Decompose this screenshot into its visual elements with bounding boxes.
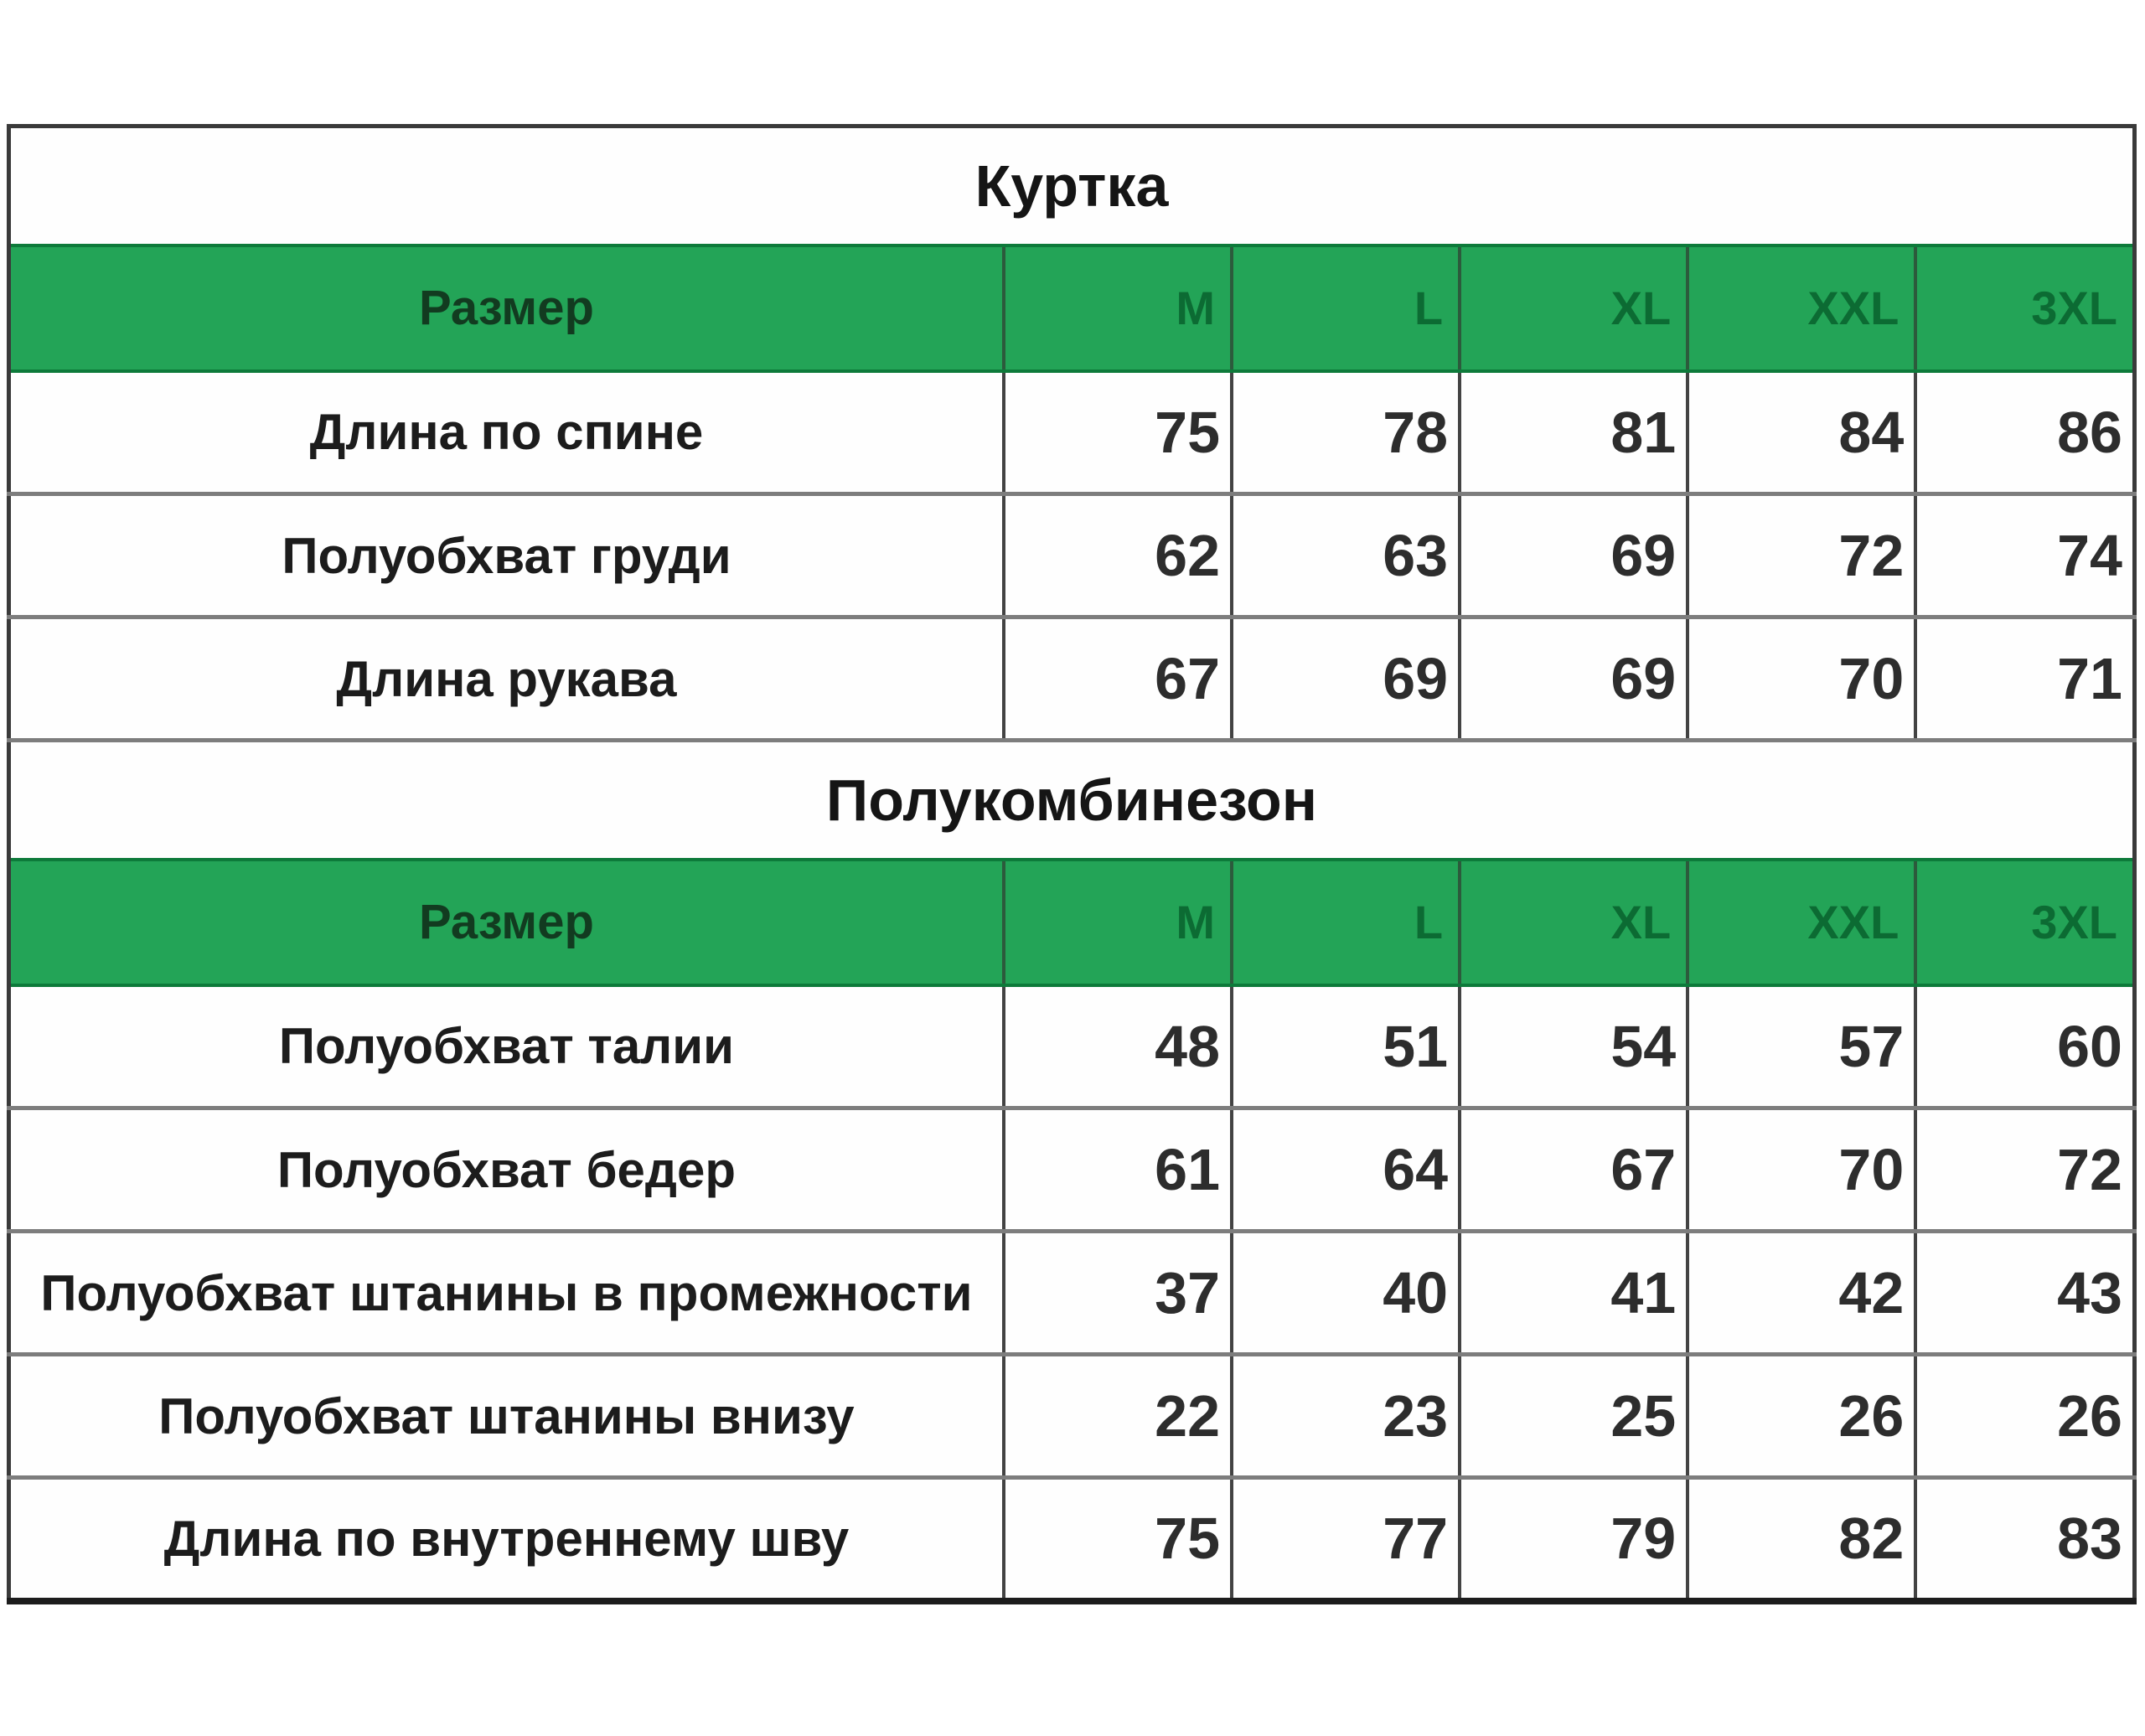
value-cell: 72 <box>1915 1108 2134 1232</box>
value-cell: 51 <box>1232 985 1460 1108</box>
table-row <box>9 1232 2135 1355</box>
table-row <box>9 1355 2135 1478</box>
value-cell: 82 <box>1688 1478 1915 1601</box>
value-cell: 74 <box>1915 494 2134 617</box>
value-cell: 78 <box>1232 371 1460 494</box>
section-title-overalls: Полукомбинезон <box>9 741 2135 860</box>
value-cell: 40 <box>1232 1232 1460 1355</box>
value-cell: 25 <box>1460 1355 1688 1478</box>
row-label-cell: Длина по спине <box>309 404 704 461</box>
value-cell: 63 <box>1232 494 1460 617</box>
value-cell: 57 <box>1688 985 1915 1108</box>
value-cell: 69 <box>1460 617 1688 741</box>
size-col-xl: XL <box>1460 860 1688 985</box>
table-row <box>9 371 2135 494</box>
row-label-cell: Полуобхват груди <box>9 494 1004 617</box>
size-header-label: Размер <box>9 860 1004 985</box>
row-label-cell: Полуобхват штанины в промежности <box>9 1232 1004 1355</box>
value-cell: 23 <box>1232 1355 1460 1478</box>
value-cell: 42 <box>1688 1232 1915 1355</box>
value-cell: 26 <box>1688 1355 1915 1478</box>
value-cell: 69 <box>1460 494 1688 617</box>
table-row <box>9 1478 2135 1601</box>
size-col-m: M <box>1004 860 1232 985</box>
value-cell: 79 <box>1460 1478 1688 1601</box>
table-row <box>9 617 2135 741</box>
section-title-row <box>9 741 2135 860</box>
section-title-row <box>9 127 2135 245</box>
value-cell: 75 <box>1004 371 1232 494</box>
row-label-cell: Полуобхват штанины внизу <box>9 1355 1004 1478</box>
size-header-row <box>9 245 2135 371</box>
row-label-cell: Полуобхват талии <box>278 1018 735 1075</box>
value-cell: 67 <box>1460 1108 1688 1232</box>
value-cell: 48 <box>1004 985 1232 1108</box>
section-title-jacket: Куртка <box>9 127 2135 245</box>
value-cell: 62 <box>1004 494 1232 617</box>
table-row <box>9 985 2135 1108</box>
value-cell: 41 <box>1460 1232 1688 1355</box>
value-cell: 60 <box>1915 985 2134 1108</box>
value-cell: 84 <box>1688 371 1915 494</box>
value-cell: 54 <box>1460 985 1688 1108</box>
size-col-xxl: XXL <box>1688 860 1915 985</box>
value-cell: 71 <box>1915 617 2134 741</box>
value-cell: 22 <box>1004 1355 1232 1478</box>
size-chart-table <box>7 124 2137 1604</box>
row-label-cell: Полуобхват бедер <box>9 1108 1004 1232</box>
value-cell: 77 <box>1232 1478 1460 1601</box>
size-header-row <box>9 860 2135 985</box>
value-cell: 83 <box>1915 1478 2134 1601</box>
value-cell: 70 <box>1688 617 1915 741</box>
size-col-3xl: 3XL <box>1915 860 2134 985</box>
value-cell: 61 <box>1004 1108 1232 1232</box>
size-col-l: L <box>1232 860 1460 985</box>
size-col-xl: XL <box>1460 245 1688 371</box>
size-col-l: L <box>1232 245 1460 371</box>
value-cell: 37 <box>1004 1232 1232 1355</box>
value-cell: 72 <box>1688 494 1915 617</box>
table-row <box>9 494 2135 617</box>
row-label-cell: Длина по внутреннему шву <box>9 1478 1004 1601</box>
size-col-xxl: XXL <box>1688 245 1915 371</box>
value-cell: 86 <box>1915 371 2134 494</box>
value-cell: 70 <box>1688 1108 1915 1232</box>
value-cell: 64 <box>1232 1108 1460 1232</box>
size-header-label: Размер <box>9 245 1004 371</box>
table-row <box>9 1108 2135 1232</box>
value-cell: 69 <box>1232 617 1460 741</box>
value-cell: 26 <box>1915 1355 2134 1478</box>
size-col-m: M <box>1004 245 1232 371</box>
value-cell: 67 <box>1004 617 1232 741</box>
value-cell: 43 <box>1915 1232 2134 1355</box>
row-label-cell: Длина рукава <box>9 617 1004 741</box>
value-cell: 81 <box>1460 371 1688 494</box>
value-cell: 75 <box>1004 1478 1232 1601</box>
size-col-3xl: 3XL <box>1915 245 2134 371</box>
